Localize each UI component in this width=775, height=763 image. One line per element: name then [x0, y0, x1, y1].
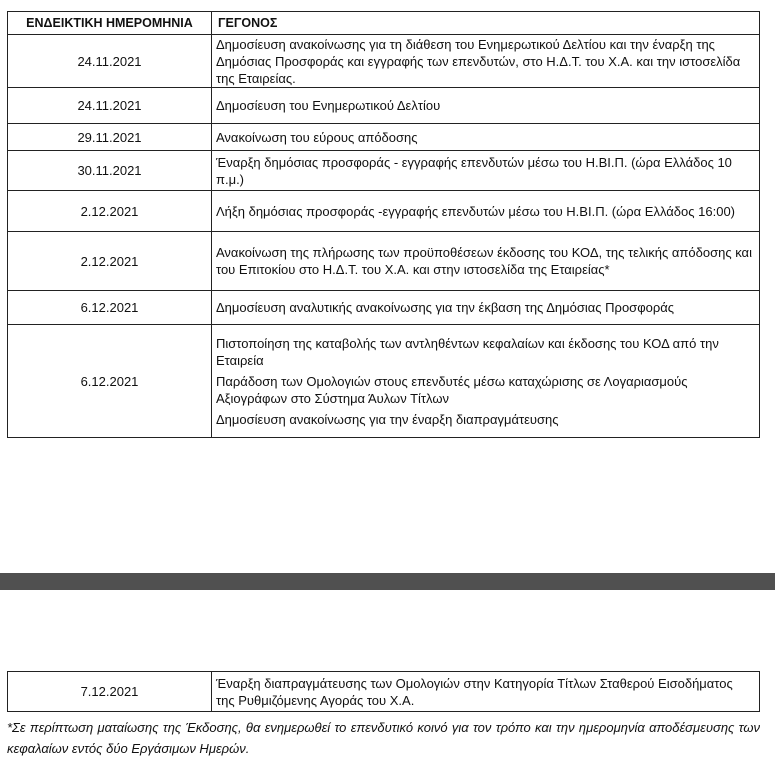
- row-event: Πιστοποίηση της καταβολής των αντληθέντων κεφαλαίων και έκδοσης του ΚΟΔ από την Εταιρεία: [216, 335, 719, 368]
- page-separator: [0, 573, 775, 590]
- table-row: [8, 191, 760, 232]
- table-row: [8, 232, 760, 291]
- row-event: Ανακοίνωση της πλήρωσης των προϋποθέσεων έκδοσης του ΚΟΔ, της τελικής απόδοσης και του Επιτοκίου στο Η.Δ.Τ. του Χ.Α. και στην ιστοσελίδα της Εταιρείας*: [212, 232, 760, 291]
- row-date: 6.12.2021: [8, 291, 212, 325]
- row-date: 7.12.2021: [8, 672, 212, 712]
- table-header-row: [8, 12, 760, 35]
- row-date: 2.12.2021: [8, 191, 212, 232]
- row-date: 30.11.2021: [8, 151, 212, 191]
- row-event: Έναρξη διαπραγμάτευσης των Ομολογιών στην Κατηγορία Τίτλων Σταθερού Εισοδήματος της Ρυθμιζόμενης Αγοράς του Χ.Α.: [212, 672, 760, 712]
- table-row: [8, 151, 760, 191]
- row-event: Έναρξη δημόσιας προσφοράς - εγγραφής επενδυτών μέσω του Η.ΒΙ.Π. (ώρα Ελλάδος 10 π.μ.): [212, 151, 760, 191]
- table-row: [8, 88, 760, 124]
- row-date: 29.11.2021: [8, 124, 212, 151]
- table-row: [8, 291, 760, 325]
- table-row: [8, 325, 760, 438]
- row-event: Δημοσίευση αναλυτικής ανακοίνωσης για την έκβαση της Δημόσιας Προσφοράς: [212, 291, 760, 325]
- row-event-group: [212, 325, 760, 438]
- table-row: [8, 124, 760, 151]
- footnote: *Σε περίπτωση ματαίωσης της Έκδοσης, θα ενημερωθεί το επενδυτικό κοινό για τον τρόπο και την ημερομηνία αποδέσμευσης των κεφαλαίων εντός δύο Εργάσιμων Ημερών.: [7, 720, 760, 756]
- row-event: Λήξη δημόσιας προσφοράς -εγγραφής επενδυτών μέσω του Η.ΒΙ.Π. (ώρα Ελλάδος 16:00): [212, 191, 760, 232]
- row-event: Δημοσίευση ανακοίνωσης για τη διάθεση του Ενημερωτικού Δελτίου και την έναρξη της Δημόσιας Προσφοράς και εγγραφής των επενδυτών, στο Η.Δ.Τ. του Χ.Α. και την ιστοσελίδα της Εταιρείας.: [212, 35, 760, 88]
- header-date: ΕΝΔΕΙΚΤΙΚΗ ΗΜΕΡΟΜΗΝΙΑ: [8, 12, 212, 35]
- table-row: [8, 672, 760, 712]
- schedule-table: [7, 11, 760, 438]
- row-event: Δημοσίευση του Ενημερωτικού Δελτίου: [212, 88, 760, 124]
- row-event: Παράδοση των Ομολογιών στους επενδυτές μέσω καταχώρισης σε Λογαριασμούς Αξιογράφων στο Σύστημα Άυλων Τίτλων: [216, 373, 688, 406]
- row-event: Ανακοίνωση του εύρους απόδοσης: [212, 124, 760, 151]
- row-date: 6.12.2021: [8, 325, 212, 438]
- row-event: Δημοσίευση ανακοίνωσης για την έναρξη διαπραγμάτευσης: [216, 411, 559, 427]
- schedule-table-continued: [7, 671, 760, 712]
- row-date: 24.11.2021: [8, 88, 212, 124]
- row-date: 2.12.2021: [8, 232, 212, 291]
- row-date: 24.11.2021: [8, 35, 212, 88]
- table-row: [8, 35, 760, 88]
- header-event: ΓΕΓΟΝΟΣ: [212, 12, 760, 35]
